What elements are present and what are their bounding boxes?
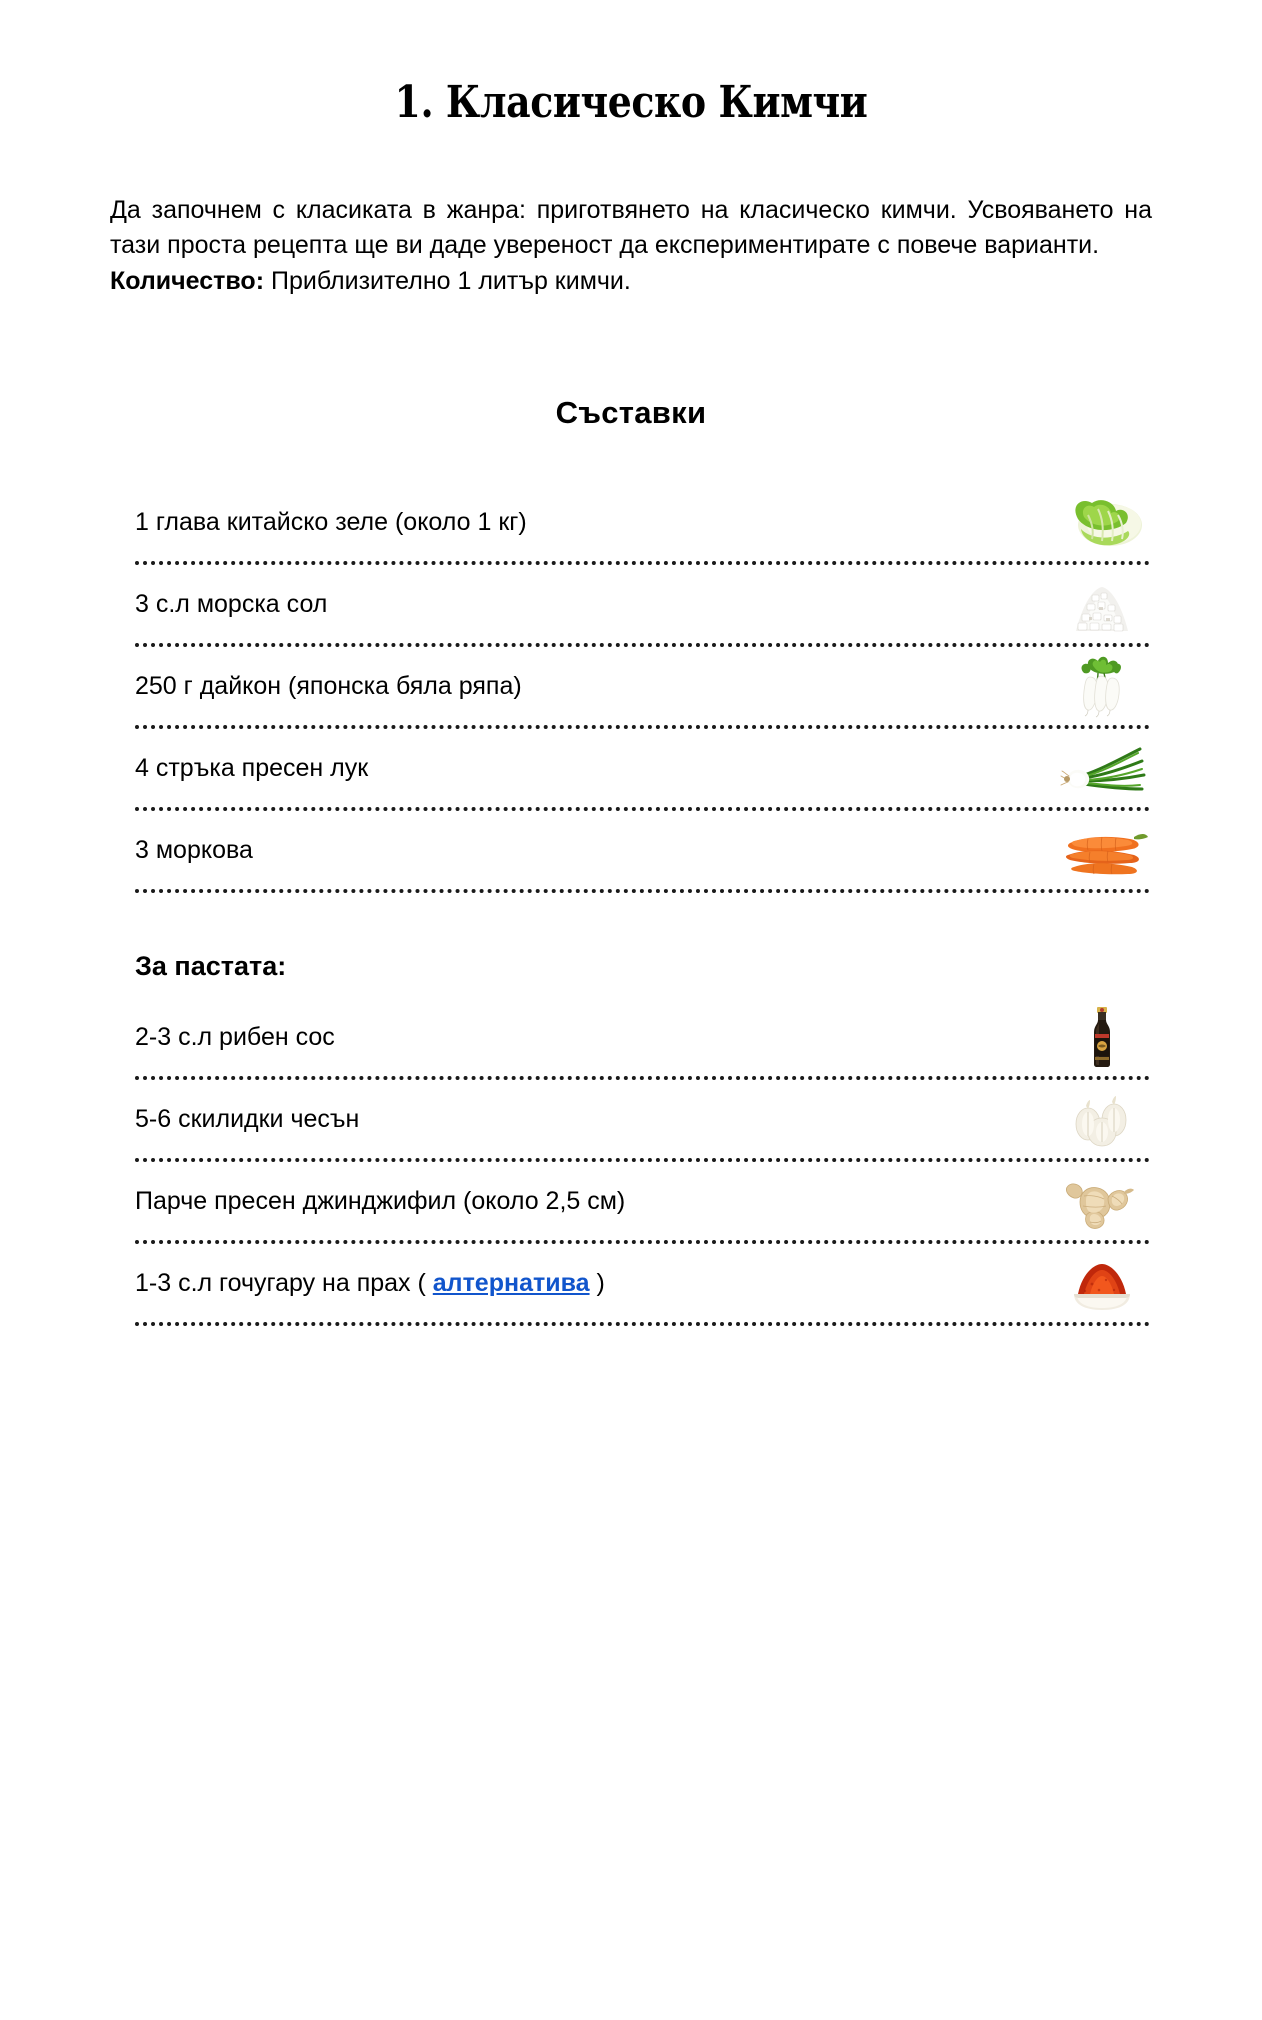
garlic-image: [1054, 1086, 1150, 1152]
ingredient-row: [110, 483, 1152, 561]
intro-paragraph: Да започнем с класиката в жанра: приготвянето на класическо кимчи. Усвояването на тази проста рецепта ще ви даде увереност да експериментирате с повече варианти.: [110, 195, 1152, 260]
intro-section: [110, 193, 1152, 300]
ingredient-row: [110, 998, 1152, 1076]
yield-line: [110, 264, 1152, 300]
ingredient-label: 2-3 с.л рибен сос: [135, 1022, 335, 1051]
daikon-radish-image: [1054, 653, 1150, 719]
row-divider: [135, 1322, 1150, 1326]
green-onion-image: [1054, 735, 1150, 801]
ginger-root-image: [1054, 1168, 1150, 1234]
yield-value: Приблизително 1 литър кимчи.: [264, 266, 631, 295]
ingredient-label: 3 с.л морска сол: [135, 589, 328, 618]
gochugaru-powder-image: [1054, 1250, 1150, 1316]
yield-label: Количество:: [110, 266, 265, 295]
ingredient-label: 3 моркова: [135, 835, 253, 864]
ingredient-label: 5-6 скилидки чесън: [135, 1104, 360, 1133]
paste-group-heading: За пастата:: [135, 951, 287, 982]
sea-salt-image: [1054, 571, 1150, 637]
row-divider: [135, 889, 1150, 893]
ingredient-row: [110, 1162, 1152, 1240]
carrot-image: [1054, 817, 1150, 883]
page-title: 1. Класическо Кимчи: [394, 77, 868, 128]
ingredient-text-after: ): [589, 1268, 605, 1297]
ingredient-row: [110, 1080, 1152, 1158]
paste-ingredients-table: [110, 998, 1152, 1326]
ingredient-label: Парче пресен джинджифил (около 2,5 см): [135, 1186, 626, 1215]
ingredient-row: [110, 811, 1152, 889]
ingredient-label: 1 глава китайско зеле (около 1 кг): [135, 507, 527, 536]
ingredients-heading: Съставки: [555, 395, 707, 431]
ingredient-row: [110, 647, 1152, 725]
ingredient-row: [110, 565, 1152, 643]
ingredient-row: [110, 1244, 1152, 1322]
ingredient-row: [110, 729, 1152, 807]
alternative-link[interactable]: алтернатива: [432, 1268, 590, 1297]
ingredient-label: 250 г дайкон (японска бяла ряпа): [135, 671, 522, 700]
ingredient-text-before: 1-3 с.л гочугару на прах (: [135, 1268, 433, 1297]
ingredient-label: [135, 1267, 1054, 1300]
ingredients-table: [110, 483, 1152, 893]
ingredient-label: 4 стръка пресен лук: [135, 753, 369, 782]
napa-cabbage-image: [1054, 489, 1150, 555]
fish-sauce-bottle-image: [1054, 1004, 1150, 1070]
